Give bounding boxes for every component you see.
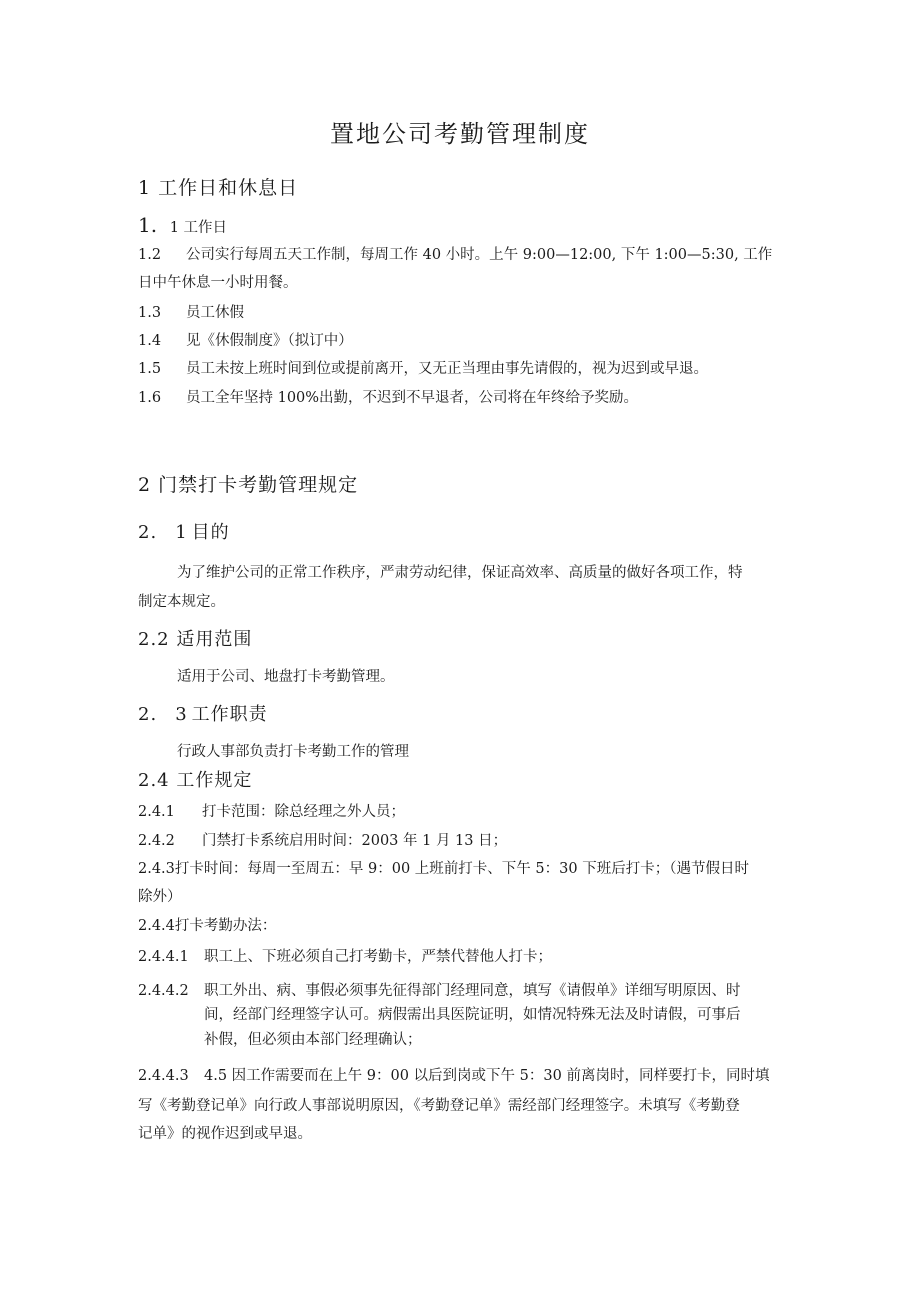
subrule-2-4-4-3-line3: 记单》的视作迟到或早退。 bbox=[138, 1126, 312, 1142]
item-1-2-text: 公司实行每周五天工作制，每周工作 40 小时。上午 9:00—12:00, 下午 1:00—5:30, 工作 bbox=[186, 247, 773, 263]
rule-2-4-2-num: 2.4.2 bbox=[138, 833, 175, 849]
sub-2-3-num: 2. bbox=[138, 704, 158, 725]
sub-2-1-heading bbox=[138, 518, 230, 544]
subrule-2-4-4-2-line3: 补假，但必须由本部门经理确认； bbox=[204, 1032, 422, 1048]
item-1-3-num: 1.3 bbox=[138, 305, 162, 321]
rule-2-4-1 bbox=[138, 800, 405, 821]
sub-2-4-heading: 2.4 工作规定 bbox=[138, 770, 253, 791]
item-1-2 bbox=[138, 243, 772, 264]
item-1-4-num: 1.4 bbox=[138, 333, 162, 349]
sub-2-2-heading: 2.2 适用范围 bbox=[138, 629, 253, 650]
rule-2-4-1-text: 打卡范围：除总经理之外人员； bbox=[202, 804, 405, 820]
item-1-5-text: 员工未按上班时间到位或提前离开，又无正当理由事先请假的，视为迟到或早退。 bbox=[186, 361, 708, 377]
subrule-2-4-4-1-line: 职工上、下班必须自己打考勤卡，严禁代替他人打卡； bbox=[204, 949, 552, 965]
item-1-6 bbox=[138, 386, 638, 407]
sub-2-3-text: 行政人事部负责打卡考勤工作的管理 bbox=[177, 744, 409, 760]
rule-2-4-4-text: 打卡考勤办法： bbox=[174, 918, 277, 934]
sub-2-3-heading bbox=[138, 700, 268, 726]
subrule-2-4-4-3-num: 2.4.4.3 bbox=[138, 1068, 189, 1084]
item-1-5 bbox=[138, 357, 708, 378]
item-1-5-num: 1.5 bbox=[138, 361, 162, 377]
item-1-1-text: 工作日 bbox=[183, 220, 228, 236]
item-1-2-cont: 日中午休息一小时用餐。 bbox=[138, 275, 298, 291]
section-2-heading: 2 门禁打卡考勤管理规定 bbox=[138, 474, 359, 496]
item-1-1-num: 1. bbox=[138, 213, 158, 237]
rule-2-4-3-text: 打卡时间：每周一至周五：早 9：00 上班前打卡、下午 5：30 下班后打卡；（遇节假日时 bbox=[174, 861, 749, 877]
subrule-2-4-4-3-line1: 4.5 因工作需要而在上午 9：00 以后到岗或下午 5：30 前离岗时，同样要打卡，同时填 bbox=[204, 1068, 770, 1084]
subrule-2-4-4-2-line1: 职工外出、病、事假必须事先征得部门经理同意，填写《请假单》详细写明原因、时 bbox=[204, 983, 741, 999]
sub-2-1-cont: 制定本规定。 bbox=[138, 594, 225, 610]
item-1-3-text: 员工休假 bbox=[186, 305, 244, 321]
rule-2-4-2 bbox=[138, 829, 507, 850]
subrule-2-4-4-2 bbox=[138, 979, 741, 1000]
rule-2-4-4 bbox=[138, 914, 276, 935]
subrule-2-4-4-1 bbox=[138, 945, 552, 966]
rule-2-4-2-text: 门禁打卡系统启用时间：2003 年 1 月 13 日； bbox=[202, 833, 508, 849]
rule-2-4-4-num: 2.4.4 bbox=[138, 918, 175, 934]
item-1-6-num: 1.6 bbox=[138, 390, 162, 406]
sub-2-1-num: 2. bbox=[138, 522, 158, 543]
sub-2-2-text: 适用于公司、地盘打卡考勤管理。 bbox=[177, 669, 395, 685]
sub-2-3-num2: 3 bbox=[175, 704, 188, 725]
item-1-4 bbox=[138, 329, 353, 350]
item-1-6-text: 员工全年坚持 100%出勤，不迟到不早退者，公司将在年终给予奖励。 bbox=[186, 390, 639, 406]
rule-2-4-3-cont: 除外） bbox=[138, 889, 182, 905]
item-1-2-num: 1.2 bbox=[138, 247, 162, 263]
rule-2-4-3-num: 2.4.3 bbox=[138, 861, 175, 877]
section-1-heading: 1 工作日和休息日 bbox=[138, 177, 299, 199]
sub-2-3-title: 工作职责 bbox=[191, 704, 268, 725]
subrule-2-4-4-2-line2: 间，经部门经理签字认可。病假需出具医院证明，如情况特殊无法及时请假，可事后 bbox=[204, 1007, 741, 1023]
subrule-2-4-4-1-num: 2.4.4.1 bbox=[138, 949, 189, 965]
sub-2-1-title: 目的 bbox=[191, 522, 230, 543]
subrule-2-4-4-3-line2: 写《考勤登记单》向行政人事部说明原因，《考勤登记单》需经部门经理签字。未填写《考勤登 bbox=[138, 1098, 740, 1114]
item-1-4-text: 见《休假制度》（拟订中） bbox=[186, 333, 353, 349]
item-1-1 bbox=[138, 213, 227, 237]
sub-2-1-text: 为了维护公司的正常工作秩序，严肃劳动纪律，保证高效率、高质量的做好各项工作，特 bbox=[177, 565, 743, 581]
subrule-2-4-4-2-num: 2.4.4.2 bbox=[138, 983, 189, 999]
rule-2-4-1-num: 2.4.1 bbox=[138, 804, 175, 820]
sub-2-1-num2: 1 bbox=[175, 522, 188, 543]
subrule-2-4-4-3 bbox=[138, 1064, 769, 1085]
page-title: 置地公司考勤管理制度 bbox=[330, 120, 590, 148]
rule-2-4-3 bbox=[138, 857, 749, 878]
item-1-3 bbox=[138, 301, 244, 322]
item-1-1-num-small: 1 bbox=[169, 220, 179, 236]
